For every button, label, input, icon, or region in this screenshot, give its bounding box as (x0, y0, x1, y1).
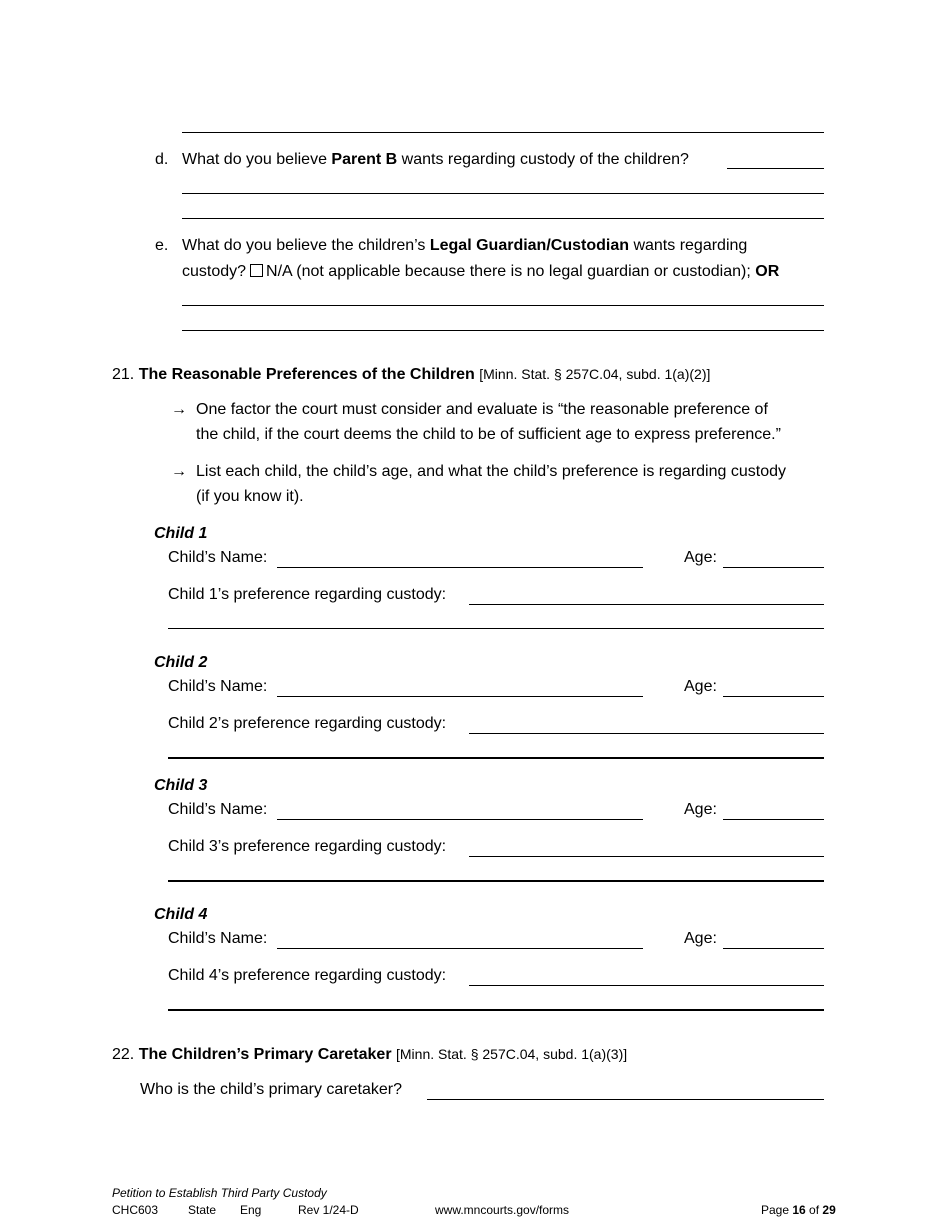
preference-line[interactable] (469, 985, 824, 986)
bullet-1-line-1: One factor the court must consider and evaluate is “the reasonable preference of (196, 401, 768, 418)
preference-line[interactable] (168, 1009, 824, 1011)
primary-caretaker-line[interactable] (427, 1099, 824, 1100)
child-2-heading: Child 2 (154, 654, 208, 671)
section-21-heading: 21. The Reasonable Preferences of the Children [Minn. Stat. § 257C.04, subd. 1(a)(2)] (112, 366, 711, 383)
child-name-label: Child’s Name: (168, 930, 268, 947)
child-3-heading: Child 3 (154, 777, 208, 794)
age-line[interactable] (723, 819, 824, 820)
age-label: Age: (684, 549, 717, 566)
preference-label: Child 4’s preference regarding custody: (168, 967, 447, 984)
age-label: Age: (684, 678, 717, 695)
footer-jurisdiction: State (188, 1203, 217, 1217)
age-label: Age: (684, 801, 717, 818)
primary-caretaker-question: Who is the child’s primary caretaker? (140, 1081, 403, 1098)
footer-form-code: CHC603 (112, 1203, 159, 1217)
preference-line[interactable] (168, 880, 824, 882)
footer-url[interactable]: www.mncourts.gov/forms (435, 1203, 570, 1217)
footer-form-title: Petition to Establish Third Party Custody (112, 1186, 327, 1200)
item-e-question-line2: custody? N/A (not applicable because there is no legal guardian or custodian); OR (182, 263, 780, 280)
child-name-line[interactable] (277, 819, 643, 820)
preference-line[interactable] (469, 604, 824, 605)
footer-revision: Rev 1/24-D (298, 1203, 359, 1217)
preference-label: Child 3’s preference regarding custody: (168, 838, 447, 855)
answer-line[interactable] (182, 330, 824, 331)
bullet-2-line-1: List each child, the child’s age, and what the child’s preference is regarding custody (196, 463, 786, 480)
answer-line[interactable] (182, 305, 824, 306)
bullet-2-line-2: (if you know it). (196, 488, 304, 505)
child-1-heading: Child 1 (154, 525, 208, 542)
answer-line[interactable] (182, 218, 824, 219)
item-e-question-line1: What do you believe the children’s Legal Guardian/Custodian wants regarding (182, 237, 748, 254)
child-name-label: Child’s Name: (168, 678, 268, 695)
na-checkbox[interactable] (250, 264, 263, 277)
child-name-label: Child’s Name: (168, 801, 268, 818)
child-name-line[interactable] (277, 567, 643, 568)
item-d-letter: d. (155, 151, 169, 168)
footer-language: Eng (240, 1203, 262, 1217)
preference-line[interactable] (168, 628, 824, 629)
preference-line[interactable] (469, 856, 824, 857)
answer-line[interactable] (182, 193, 824, 194)
preference-line[interactable] (469, 733, 824, 734)
preference-line[interactable] (168, 757, 824, 759)
bullet-1-line-2: the child, if the court deems the child to be of sufficient age to express preference.” (196, 426, 781, 443)
preference-label: Child 1’s preference regarding custody: (168, 586, 447, 603)
age-line[interactable] (723, 696, 824, 697)
item-d-question: What do you believe Parent B wants regarding custody of the children? (182, 151, 689, 168)
section-22-heading: 22. The Children’s Primary Caretaker [Minn. Stat. § 257C.04, subd. 1(a)(3)] (112, 1046, 628, 1063)
age-line[interactable] (723, 948, 824, 949)
arrow-right-icon: → (171, 463, 187, 480)
footer-page-number: Page 16 of 29 (761, 1203, 836, 1217)
arrow-right-icon: → (171, 401, 187, 418)
answer-line[interactable] (727, 168, 824, 169)
age-label: Age: (684, 930, 717, 947)
child-name-label: Child’s Name: (168, 549, 268, 566)
child-4-heading: Child 4 (154, 906, 208, 923)
age-line[interactable] (723, 567, 824, 568)
preference-label: Child 2’s preference regarding custody: (168, 715, 447, 732)
item-e-letter: e. (155, 237, 169, 254)
child-name-line[interactable] (277, 948, 643, 949)
answer-line[interactable] (182, 132, 824, 133)
child-name-line[interactable] (277, 696, 643, 697)
